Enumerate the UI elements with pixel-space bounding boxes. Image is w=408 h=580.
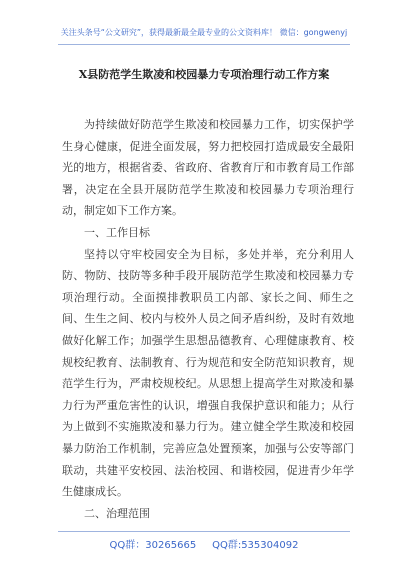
document-body (62, 114, 354, 524)
header-divider (58, 44, 350, 45)
section-1-heading: 一、工作目标 (84, 225, 150, 239)
header-promo-note: 关注头条号“公文研究”，获得最新最全最专业的公文资料库！ 微信：gongwenyj (60, 28, 348, 37)
footer-divider (58, 531, 350, 532)
section-1-paragraph: 坚持以守牢校园安全为目标，多处并举，充分利用人防、物防、技防等多种手段开展防范学生欺凌和校园暴力专项治理行动。全面摸排教职员工内部、家长之间、师生之间、生生之间、校内与校外人员之间矛盾纠纷，及时有效地做好化解工作；加强学生思想品德教育、心理健康教育、校规校纪教育、法制教育、行为规范和安全防范知识教育，规范学生行为，严肃校规校纪。从思想上提高学生对欺凌和暴力行为严重危害性的认识，增强自我保护意识和能力；从行为上做到不实施欺凌和暴力行为。建立健全学生欺凌和校园暴力防治工作机制，完善应急处置预案，加强与公安等部门联动，共建平安校园、法治校园、和谐校园，促进青少年学生健康成长。 (62, 247, 354, 499)
section-2-heading: 二、治理范围 (84, 506, 150, 520)
footer-qq-groups: QQ群：30265665 QQ群:535304092 (109, 540, 299, 551)
document-title: X县防范学生欺凌和校园暴力专项治理行动工作方案 (78, 68, 330, 81)
intro-paragraph: 为持续做好防范学生欺凌和校园暴力工作，切实保护学生身心健康，促进全面发展，努力把校园打造成最安全最阳光的地方，根据省委、省政府、省教育厅和市教育局工作部署，决定在全县开展防范学生欺凌和校园暴力专项治理行动，制定如下工作方案。 (62, 118, 354, 218)
